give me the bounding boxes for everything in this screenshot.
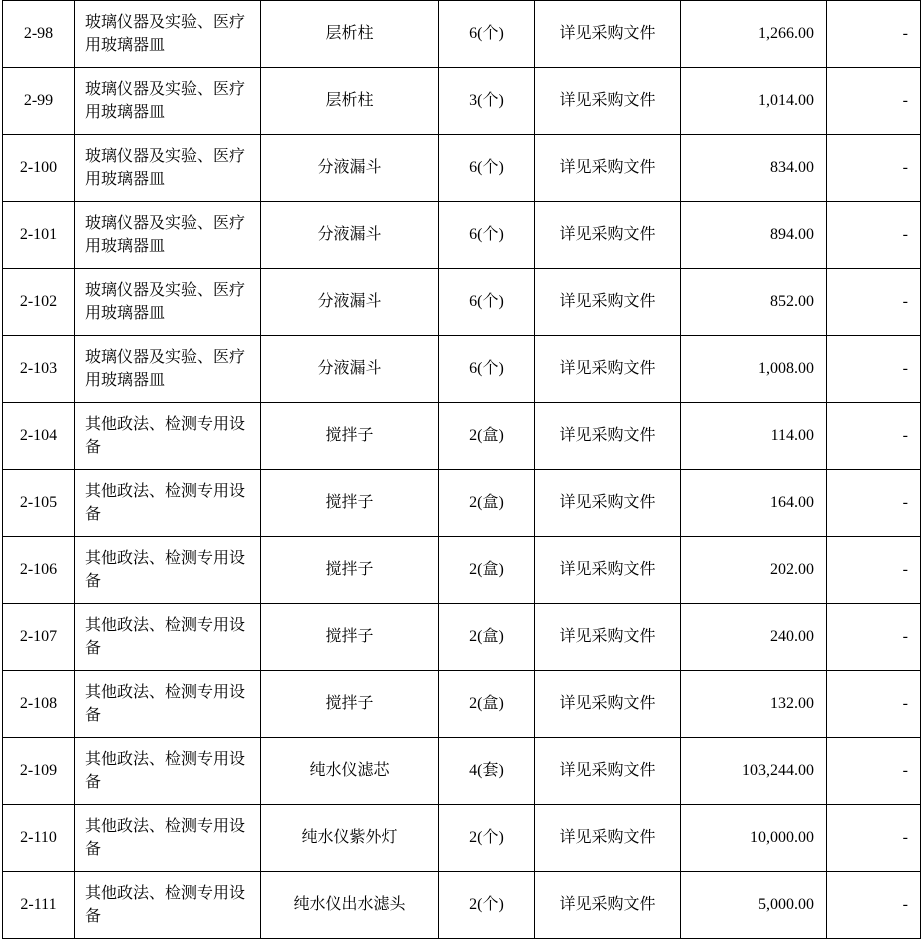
item-price-cell-text: 5,000.00 <box>758 896 814 914</box>
item-category-cell <box>75 336 261 403</box>
item-spec-cell <box>535 68 681 135</box>
item-category-cell <box>75 604 261 671</box>
item-spec-cell-text: 详见采购文件 <box>559 226 656 244</box>
item-name-cell-text: 搅拌子 <box>325 494 374 512</box>
item-code-cell <box>3 738 75 805</box>
item-quantity-cell <box>439 671 535 738</box>
item-category-cell-text: 玻璃仪器及实验、医疗用玻璃器皿 <box>85 214 246 255</box>
item-code-cell <box>3 403 75 470</box>
item-name-cell <box>261 537 439 604</box>
item-quantity-cell-text: 2(个) <box>469 829 504 847</box>
item-code-cell-text: 2-110 <box>20 829 57 847</box>
item-code-cell <box>3 68 75 135</box>
item-price-cell-text: 202.00 <box>770 561 814 579</box>
item-name-cell <box>261 403 439 470</box>
item-price-cell <box>681 671 827 738</box>
item-category-cell-text: 其他政法、检测专用设备 <box>85 549 246 590</box>
item-code-cell-text: 2-105 <box>19 494 58 512</box>
item-code-cell-text: 2-99 <box>23 92 54 110</box>
table-row <box>3 671 921 738</box>
item-price-cell <box>681 135 827 202</box>
item-price-cell-text: 1,014.00 <box>758 92 814 110</box>
procurement-items-table <box>2 0 921 939</box>
item-quantity-cell-text: 6(个) <box>469 226 504 244</box>
item-price-cell <box>681 68 827 135</box>
item-quantity-cell-text: 2(盒) <box>469 427 504 445</box>
item-code-cell-text: 2-98 <box>23 25 54 43</box>
item-name-cell-text: 搅拌子 <box>325 427 374 445</box>
item-price-cell <box>681 403 827 470</box>
item-category-cell-text: 其他政法、检测专用设备 <box>85 683 246 724</box>
item-note-cell <box>827 269 921 336</box>
item-code-cell <box>3 336 75 403</box>
item-spec-cell-text: 详见采购文件 <box>559 896 656 914</box>
item-quantity-cell <box>439 403 535 470</box>
item-price-cell <box>681 805 827 872</box>
item-code-cell-text: 2-109 <box>19 762 58 780</box>
item-price-cell <box>681 336 827 403</box>
item-code-cell <box>3 805 75 872</box>
item-note-cell-text: - <box>902 293 908 311</box>
item-category-cell <box>75 403 261 470</box>
item-category-cell-text: 其他政法、检测专用设备 <box>85 750 246 791</box>
item-code-cell-text: 2-106 <box>19 561 58 579</box>
item-code-cell <box>3 1 75 68</box>
item-note-cell <box>827 202 921 269</box>
item-name-cell <box>261 269 439 336</box>
item-code-cell <box>3 202 75 269</box>
item-name-cell-text: 搅拌子 <box>325 628 374 646</box>
item-price-cell <box>681 604 827 671</box>
item-quantity-cell <box>439 537 535 604</box>
item-note-cell-text: - <box>902 829 908 847</box>
table-row <box>3 537 921 604</box>
item-spec-cell-text: 详见采购文件 <box>559 360 656 378</box>
item-note-cell <box>827 604 921 671</box>
table-row <box>3 738 921 805</box>
item-price-cell <box>681 738 827 805</box>
item-code-cell-text: 2-107 <box>19 628 58 646</box>
item-category-cell <box>75 537 261 604</box>
item-category-cell-text: 其他政法、检测专用设备 <box>85 616 246 657</box>
item-code-cell <box>3 269 75 336</box>
item-note-cell <box>827 1 921 68</box>
item-quantity-cell-text: 2(盒) <box>469 695 504 713</box>
item-name-cell <box>261 470 439 537</box>
table-body <box>3 1 921 939</box>
item-category-cell <box>75 805 261 872</box>
item-code-cell <box>3 135 75 202</box>
item-quantity-cell <box>439 604 535 671</box>
item-category-cell <box>75 68 261 135</box>
table-row <box>3 604 921 671</box>
item-spec-cell-text: 详见采购文件 <box>559 92 656 110</box>
table-row <box>3 202 921 269</box>
item-price-cell-text: 240.00 <box>770 628 814 646</box>
item-spec-cell-text: 详见采购文件 <box>559 829 656 847</box>
item-note-cell-text: - <box>902 226 908 244</box>
item-quantity-cell <box>439 269 535 336</box>
item-quantity-cell-text: 3(个) <box>469 92 504 110</box>
item-spec-cell-text: 详见采购文件 <box>559 695 656 713</box>
item-quantity-cell-text: 2(盒) <box>469 494 504 512</box>
item-spec-cell-text: 详见采购文件 <box>559 628 656 646</box>
table-row <box>3 470 921 537</box>
item-note-cell <box>827 336 921 403</box>
item-name-cell-text: 纯水仪滤芯 <box>309 762 390 780</box>
table-row <box>3 135 921 202</box>
item-code-cell <box>3 537 75 604</box>
item-price-cell <box>681 470 827 537</box>
item-name-cell <box>261 738 439 805</box>
item-code-cell <box>3 470 75 537</box>
item-spec-cell-text: 详见采购文件 <box>559 762 656 780</box>
item-quantity-cell <box>439 202 535 269</box>
item-note-cell-text: - <box>902 628 908 646</box>
item-note-cell-text: - <box>902 896 908 914</box>
item-code-cell <box>3 671 75 738</box>
item-note-cell-text: - <box>902 92 908 110</box>
item-name-cell <box>261 135 439 202</box>
item-quantity-cell <box>439 805 535 872</box>
item-name-cell-text: 纯水仪出水滤头 <box>293 896 406 914</box>
item-category-cell-text: 玻璃仪器及实验、医疗用玻璃器皿 <box>85 13 246 54</box>
item-category-cell-text: 其他政法、检测专用设备 <box>85 884 246 925</box>
item-quantity-cell <box>439 738 535 805</box>
item-spec-cell <box>535 604 681 671</box>
table-row <box>3 872 921 939</box>
item-quantity-cell <box>439 336 535 403</box>
item-category-cell <box>75 202 261 269</box>
item-spec-cell <box>535 336 681 403</box>
item-name-cell <box>261 202 439 269</box>
item-note-cell-text: - <box>902 494 908 512</box>
item-category-cell <box>75 671 261 738</box>
item-name-cell-text: 搅拌子 <box>325 561 374 579</box>
item-price-cell-text: 132.00 <box>770 695 814 713</box>
item-category-cell <box>75 738 261 805</box>
item-name-cell <box>261 872 439 939</box>
item-quantity-cell-text: 6(个) <box>469 25 504 43</box>
item-category-cell <box>75 1 261 68</box>
item-spec-cell <box>535 671 681 738</box>
item-category-cell-text: 其他政法、检测专用设备 <box>85 817 246 858</box>
item-code-cell-text: 2-102 <box>19 293 58 311</box>
item-note-cell <box>827 671 921 738</box>
item-quantity-cell-text: 4(套) <box>469 762 504 780</box>
item-spec-cell <box>535 403 681 470</box>
item-price-cell-text: 1,266.00 <box>758 25 814 43</box>
item-price-cell <box>681 269 827 336</box>
item-code-cell <box>3 872 75 939</box>
item-price-cell-text: 10,000.00 <box>750 829 814 847</box>
item-price-cell <box>681 202 827 269</box>
item-spec-cell-text: 详见采购文件 <box>559 159 656 177</box>
item-category-cell-text: 其他政法、检测专用设备 <box>85 415 246 456</box>
item-price-cell-text: 114.00 <box>770 427 814 445</box>
item-spec-cell <box>535 738 681 805</box>
item-name-cell-text: 分液漏斗 <box>317 226 382 244</box>
item-spec-cell <box>535 269 681 336</box>
item-note-cell-text: - <box>902 25 908 43</box>
item-price-cell-text: 164.00 <box>770 494 814 512</box>
item-price-cell <box>681 537 827 604</box>
item-quantity-cell-text: 6(个) <box>469 360 504 378</box>
item-spec-cell <box>535 202 681 269</box>
item-code-cell-text: 2-101 <box>19 226 58 244</box>
item-code-cell-text: 2-108 <box>19 695 58 713</box>
table-row <box>3 1 921 68</box>
item-category-cell-text: 玻璃仪器及实验、医疗用玻璃器皿 <box>85 80 246 121</box>
item-price-cell <box>681 1 827 68</box>
item-name-cell-text: 层析柱 <box>325 92 374 110</box>
item-category-cell-text: 玻璃仪器及实验、医疗用玻璃器皿 <box>85 281 246 322</box>
item-note-cell <box>827 805 921 872</box>
item-code-cell-text: 2-103 <box>19 360 58 378</box>
item-category-cell <box>75 872 261 939</box>
item-category-cell <box>75 470 261 537</box>
item-price-cell-text: 103,244.00 <box>742 762 814 780</box>
table-row <box>3 805 921 872</box>
table-row <box>3 269 921 336</box>
item-spec-cell <box>535 805 681 872</box>
item-note-cell-text: - <box>902 762 908 780</box>
item-note-cell <box>827 738 921 805</box>
item-code-cell-text: 2-100 <box>19 159 58 177</box>
item-note-cell <box>827 470 921 537</box>
item-spec-cell <box>535 470 681 537</box>
table-row <box>3 68 921 135</box>
item-name-cell-text: 分液漏斗 <box>317 159 382 177</box>
item-quantity-cell <box>439 135 535 202</box>
item-quantity-cell-text: 2(盒) <box>469 561 504 579</box>
item-category-cell <box>75 269 261 336</box>
item-note-cell <box>827 135 921 202</box>
item-spec-cell-text: 详见采购文件 <box>559 427 656 445</box>
item-name-cell <box>261 671 439 738</box>
item-price-cell <box>681 872 827 939</box>
item-quantity-cell <box>439 470 535 537</box>
item-spec-cell-text: 详见采购文件 <box>559 25 656 43</box>
item-category-cell-text: 玻璃仪器及实验、医疗用玻璃器皿 <box>85 348 246 389</box>
item-price-cell-text: 1,008.00 <box>758 360 814 378</box>
item-name-cell <box>261 604 439 671</box>
item-code-cell-text: 2-104 <box>19 427 58 445</box>
item-category-cell-text: 其他政法、检测专用设备 <box>85 482 246 523</box>
item-price-cell-text: 834.00 <box>770 159 814 177</box>
item-spec-cell-text: 详见采购文件 <box>559 561 656 579</box>
item-name-cell-text: 搅拌子 <box>325 695 374 713</box>
item-note-cell-text: - <box>902 695 908 713</box>
item-quantity-cell-text: 2(盒) <box>469 628 504 646</box>
item-spec-cell <box>535 1 681 68</box>
item-quantity-cell <box>439 872 535 939</box>
item-quantity-cell-text: 6(个) <box>469 293 504 311</box>
item-name-cell-text: 层析柱 <box>325 25 374 43</box>
item-note-cell-text: - <box>902 360 908 378</box>
item-spec-cell <box>535 537 681 604</box>
item-category-cell <box>75 135 261 202</box>
item-price-cell-text: 852.00 <box>770 293 814 311</box>
item-category-cell-text: 玻璃仪器及实验、医疗用玻璃器皿 <box>85 147 246 188</box>
item-note-cell-text: - <box>902 561 908 579</box>
item-note-cell <box>827 403 921 470</box>
item-quantity-cell-text: 2(个) <box>469 896 504 914</box>
item-code-cell-text: 2-111 <box>20 896 57 914</box>
item-name-cell-text: 分液漏斗 <box>317 293 382 311</box>
item-note-cell <box>827 872 921 939</box>
item-spec-cell-text: 详见采购文件 <box>559 293 656 311</box>
item-name-cell <box>261 805 439 872</box>
item-name-cell-text: 分液漏斗 <box>317 360 382 378</box>
item-quantity-cell-text: 6(个) <box>469 159 504 177</box>
item-name-cell <box>261 68 439 135</box>
item-name-cell <box>261 1 439 68</box>
item-code-cell <box>3 604 75 671</box>
item-price-cell-text: 894.00 <box>770 226 814 244</box>
item-spec-cell <box>535 872 681 939</box>
item-name-cell <box>261 336 439 403</box>
item-note-cell-text: - <box>902 427 908 445</box>
item-note-cell-text: - <box>902 159 908 177</box>
table-row <box>3 403 921 470</box>
item-quantity-cell <box>439 68 535 135</box>
item-spec-cell-text: 详见采购文件 <box>559 494 656 512</box>
item-quantity-cell <box>439 1 535 68</box>
item-note-cell <box>827 537 921 604</box>
table-row <box>3 336 921 403</box>
item-note-cell <box>827 68 921 135</box>
item-spec-cell <box>535 135 681 202</box>
item-name-cell-text: 纯水仪紫外灯 <box>301 829 398 847</box>
